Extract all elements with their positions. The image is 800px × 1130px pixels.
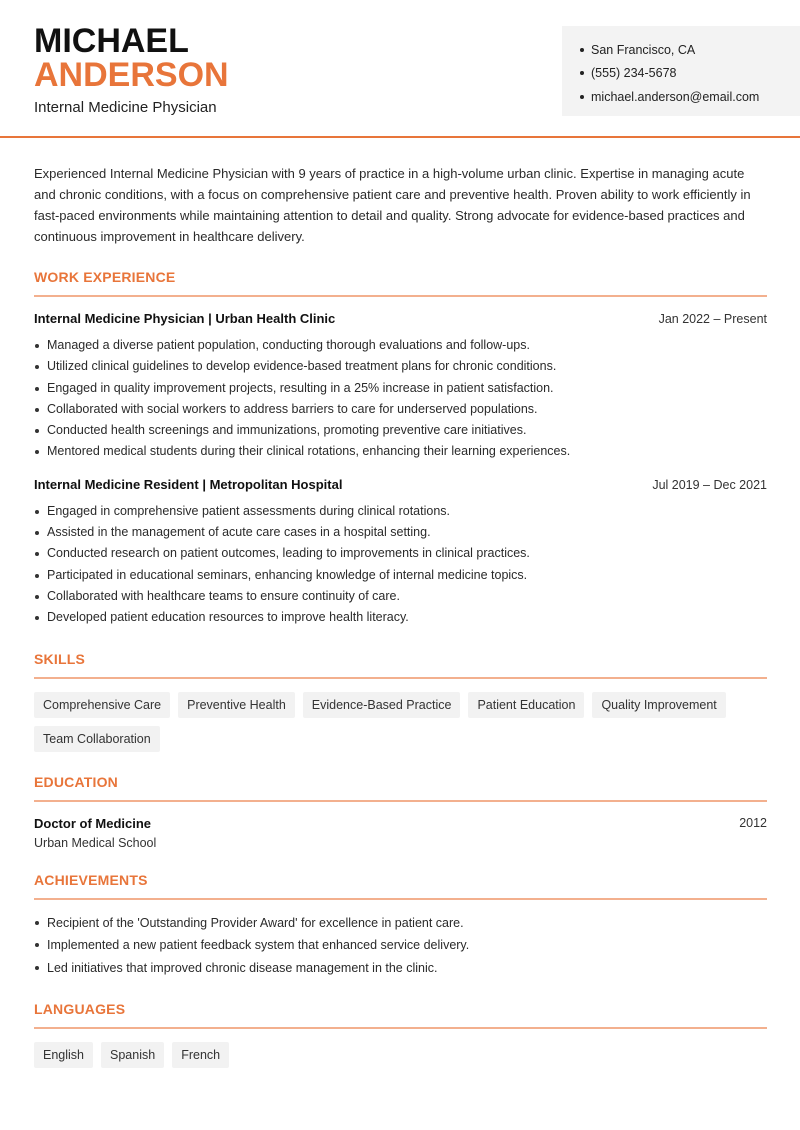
job-dates: Jan 2022 – Present [658,312,767,326]
bullet-item: Collaborated with social workers to address barriers to care for underserved populations. [34,399,767,420]
job-entry [34,477,767,629]
bullet-item: Managed a diverse patient population, conducting thorough evaluations and follow-ups. [34,335,767,356]
education-header [34,816,767,831]
bullet-item: Assisted in the management of acute care cases in a hospital setting. [34,522,767,543]
bullet-item: Implemented a new patient feedback system that enhanced service delivery. [34,934,767,957]
job-bullets [34,501,767,629]
bullet-item: Participated in educational seminars, enhancing knowledge of internal medicine topics. [34,565,767,586]
education-entry [34,816,767,850]
language-tags [34,1042,767,1068]
contact-email-text: michael.anderson@email.com [591,89,760,104]
bullet-item: Collaborated with healthcare teams to ensure continuity of care. [34,586,767,607]
language-tag: Spanish [101,1042,164,1068]
contact-location [580,38,800,62]
bullet-item: Conducted health screenings and immunizations, promoting preventive care initiatives. [34,420,767,441]
bullet-item: Developed patient education resources to improve health literacy. [34,607,767,628]
bullet-item: Recipient of the 'Outstanding Provider Award' for excellence in patient care. [34,912,767,935]
bullet-item: Mentored medical students during their clinical rotations, enhancing their learning experiences. [34,441,767,462]
bullet-icon [580,48,584,52]
skill-tag: Patient Education [468,692,584,718]
education-section [34,774,767,850]
skill-tag: Evidence-Based Practice [303,692,461,718]
job-role: Internal Medicine Resident | Metropolitan Hospital [34,476,343,492]
skills-section [34,651,767,752]
contact-phone-text: (555) 234-5678 [591,66,677,81]
section-title: LANGUAGES [34,1001,767,1029]
contact-email [580,85,800,109]
job-header [34,311,767,326]
bullet-item: Engaged in quality improvement projects, resulting in a 25% increase in patient satisfaction. [34,378,767,399]
languages-section [34,1001,767,1068]
section-title: EDUCATION [34,774,767,802]
skill-tag: Preventive Health [178,692,295,718]
summary: Experienced Internal Medicine Physician with 9 years of practice in a high-volume urban clinic. Expertise in managing acute and chronic conditions, with a focus on comprehensive patient care and preventive health. Proven ability to work efficiently in fast-paced environments while maintaining attention to detail and quality. Strong advocate for evidence-based practices and continuous improvement in healthcare delivery. [34,166,751,244]
school-name: Urban Medical School [34,835,157,850]
section-title: ACHIEVEMENTS [34,872,767,900]
bullet-item: Led initiatives that improved chronic disease management in the clinic. [34,957,767,980]
graduation-year: 2012 [739,815,767,830]
language-tag: English [34,1042,93,1068]
last-name: ANDERSON [34,56,229,94]
job-role: Internal Medicine Physician | Urban Health Clinic [34,311,336,326]
skills-tags [34,692,767,752]
resume-header [0,0,800,138]
bullet-item: Engaged in comprehensive patient assessments during clinical rotations. [34,501,767,522]
bullet-item: Conducted research on patient outcomes, leading to improvements in clinical practices. [34,543,767,564]
contact-box [562,26,800,116]
job-bullets [34,335,767,463]
contact-phone [580,62,800,86]
first-name: MICHAEL [34,22,189,60]
bullet-item: Utilized clinical guidelines to develop evidence-based treatment plans for chronic conditions. [34,356,767,377]
job-header [34,477,767,492]
language-tag: French [172,1042,229,1068]
skill-tag: Comprehensive Care [34,692,170,718]
resume-content [34,160,767,1068]
job-title: Internal Medicine Physician [34,99,217,116]
work-experience-section [34,269,767,629]
achievements-section [34,872,767,980]
achievement-bullets [34,912,767,980]
skill-tag: Team Collaboration [34,726,160,752]
contact-location-text: San Francisco, CA [591,42,696,57]
section-title: SKILLS [34,651,767,679]
job-dates: Jul 2019 – Dec 2021 [652,477,767,492]
bullet-icon [580,71,584,75]
skill-tag: Quality Improvement [592,692,725,718]
job-entry [34,311,767,463]
section-title: WORK EXPERIENCE [34,269,767,297]
bullet-icon [580,95,584,99]
degree: Doctor of Medicine [34,815,152,831]
